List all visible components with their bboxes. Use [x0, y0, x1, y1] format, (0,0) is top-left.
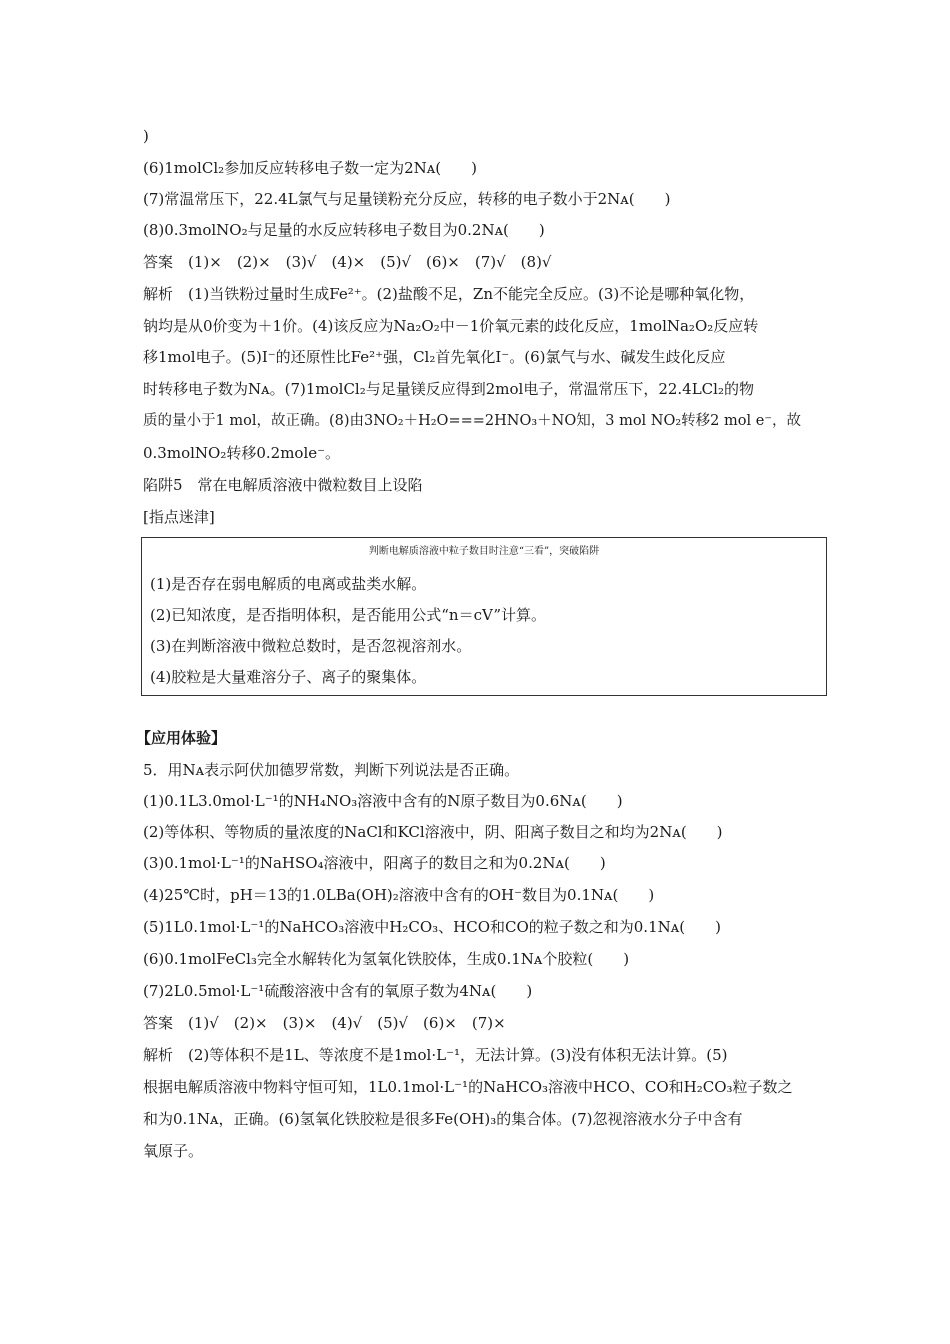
answer-line: 答案 (1)√ (2)× (3)× (4)√ (5)√ (6)× (7)× — [143, 1014, 506, 1032]
section-heading: 【应用体验】 — [136, 729, 227, 747]
explanation-line: 钠均是从0价变为＋1价。(4)该反应为Na₂O₂中－1价氧元素的歧化反应，1molNa₂O₂反应转 — [143, 317, 759, 335]
explanation-line: 质的量小于1 mol，故正确。(8)由3NO₂＋H₂O===2HNO₃＋NO知，3 mol NO₂转移2 mol e⁻，故 — [143, 413, 801, 429]
tips-box — [141, 537, 827, 696]
tips-item: (4)胶粒是大量难溶分子、离子的聚集体。 — [150, 668, 427, 686]
tips-item: (2)已知浓度，是否指明体积，是否能用公式“n＝cV”计算。 — [150, 606, 547, 624]
question-item: (1)0.1L3.0mol·L⁻¹的NH₄NO₃溶液中含有的N原子数目为0.6Nᴀ( ) — [143, 792, 623, 810]
answer-line: 答案 (1)× (2)× (3)√ (4)× (5)√ (6)× (7)√ (8)√ — [143, 253, 552, 271]
explanation-line: 和为0.1Nᴀ，正确。(6)氢氧化铁胶粒是很多Fe(OH)₃的集合体。(7)忽视溶液水分子中含有 — [143, 1110, 743, 1128]
question-item: (7)2L0.5mol·L⁻¹硫酸溶液中含有的氧原子数为4Nᴀ( ) — [143, 982, 533, 1000]
tips-item: (1)是否存在弱电解质的电离或盐类水解。 — [150, 575, 427, 593]
question-stem: 5．用Nᴀ表示阿伏加德罗常数，判断下列说法是否正确。 — [143, 761, 520, 779]
question-6: (6)1molCl₂参加反应转移电子数一定为2Nᴀ( ) — [143, 159, 477, 177]
tips-box-title: 判断电解质溶液中粒子数目时注意“三看”，突破陷阱 — [368, 546, 600, 557]
question-item: (3)0.1mol·L⁻¹的NaHSO₄溶液中，阳离子的数目之和为0.2Nᴀ( ) — [143, 854, 606, 872]
explanation-line: 根据电解质溶液中物料守恒可知，1L0.1mol·L⁻¹的NaHCO₃溶液中HCO、CO和H₂CO₃粒子数之 — [143, 1078, 793, 1096]
question-item: (6)0.1molFeCl₃完全水解转化为氢氧化铁胶体，生成0.1Nᴀ个胶粒( ) — [143, 950, 630, 968]
question-item: (4)25℃时，pH＝13的1.0LBa(OH)₂溶液中含有的OH⁻数目为0.1Nᴀ( ) — [143, 886, 655, 904]
question-8: (8)0.3molNO₂与足量的水反应转移电子数目为0.2Nᴀ( ) — [143, 221, 545, 239]
explanation-line: 解析 (2)等体积不是1L、等浓度不是1mol·L⁻¹，无法计算。(3)没有体积无法计算。(5) — [143, 1046, 728, 1064]
trap-heading: 陷阱5 常在电解质溶液中微粒数目上设陷 — [143, 476, 423, 494]
explanation-line: 移1mol电子。(5)I⁻的还原性比Fe²⁺强，Cl₂首先氧化I⁻。(6)氯气与水、碱发生歧化反应 — [143, 348, 726, 366]
question-7: (7)常温常压下，22.4L氯气与足量镁粉充分反应，转移的电子数小于2Nᴀ( ) — [143, 190, 671, 208]
explanation-line: 0.3molNO₂转移0.2mole⁻。 — [143, 444, 341, 462]
tips-item: (3)在判断溶液中微粒总数时，是否忽视溶剂水。 — [150, 637, 472, 655]
question-item: (5)1L0.1mol·L⁻¹的NaHCO₃溶液中H₂CO₃、HCO和CO的粒子数之和为0.1Nᴀ( ) — [143, 918, 721, 936]
explanation-line: 时转移电子数为Nᴀ。(7)1molCl₂与足量镁反应得到2mol电子，常温常压下，22.4LCl₂的物 — [143, 380, 754, 398]
text-line: ) — [143, 127, 149, 145]
tips-label: [指点迷津] — [143, 508, 215, 526]
explanation-line: 解析 (1)当铁粉过量时生成Fe²⁺。(2)盐酸不足，Zn不能完全反应。(3)不论是哪种氧化物， — [143, 285, 755, 303]
question-item: (2)等体积、等物质的量浓度的NaCl和KCl溶液中，阴、阳离子数目之和均为2Nᴀ( ) — [143, 823, 723, 841]
explanation-line: 氧原子。 — [143, 1142, 204, 1160]
